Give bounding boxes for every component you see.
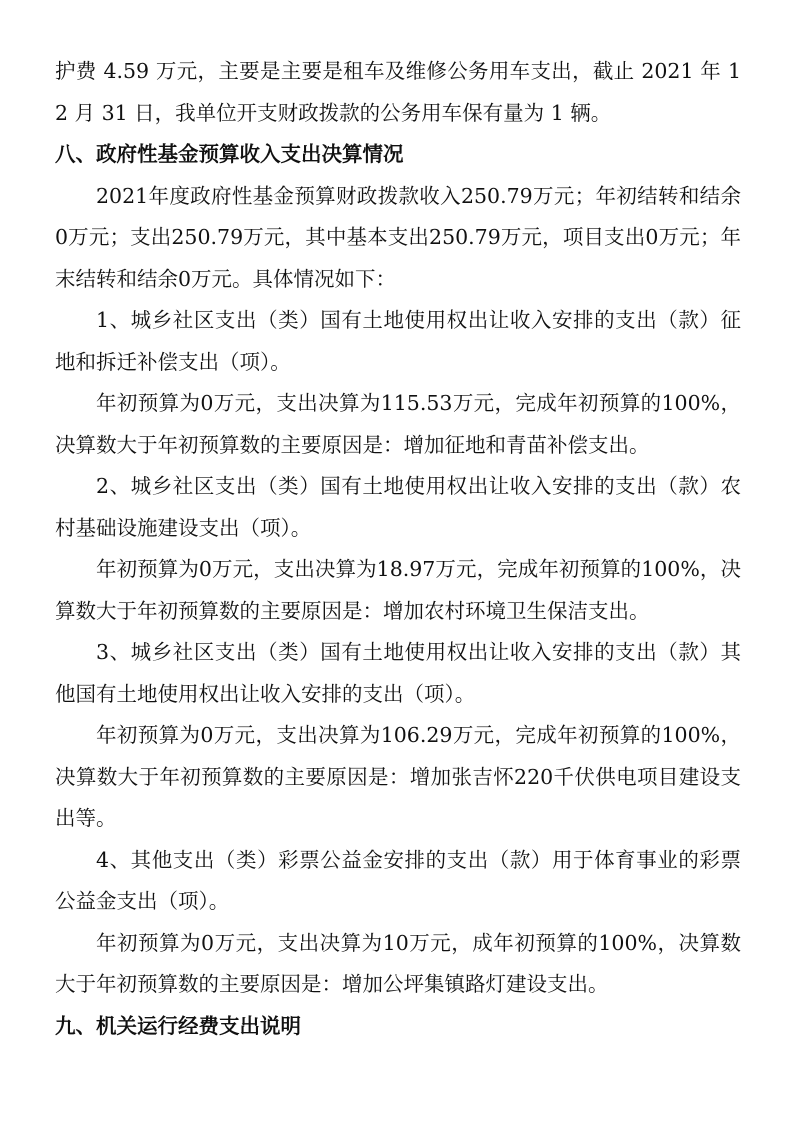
section-heading-government-fund: 八、政府性基金预算收入支出决算情况	[55, 142, 404, 166]
document-body	[55, 51, 741, 1047]
item-2-title: 2、城乡社区支出（类）国有土地使用权出让收入安排的支出（款）农村基础设施建设支出（项）。	[55, 474, 741, 540]
item-3-detail: 年初预算为0万元，支出决算为106.29万元，完成年初预算的100%，决算数大于年初预算数的主要原因是：增加张吉怀220千伏供电项目建设支出等。	[55, 723, 741, 830]
section-heading-operating-expenses: 九、机关运行经费支出说明	[55, 1013, 301, 1038]
paragraph-fund-summary: 2021年度政府性基金预算财政拨款收入250.79万元；年初结转和结余0万元；支出250.79万元，其中基本支出250.79万元，项目支出0万元；年末结转和结余0万元。具体情况如下：	[55, 183, 741, 291]
item-3-title: 3、城乡社区支出（类）国有土地使用权出让收入安排的支出（款）其他国有土地使用权出让收入安排的支出（项）。	[55, 640, 741, 706]
item-4-title: 4、其他支出（类）彩票公益金安排的支出（款）用于体育事业的彩票公益金支出（项）。	[55, 847, 741, 913]
paragraph-vehicle-maintenance: 护费 4.59 万元，主要是主要是租车及维修公务用车支出，截止 2021 年 12 月 31 日，我单位开支财政拨款的公务用车保有量为 1 辆。	[55, 59, 741, 125]
item-4-detail: 年初预算为0万元，支出决算为10万元，成年初预算的100%，决算数大于年初预算数的主要原因是：增加公坪集镇路灯建设支出。	[55, 930, 741, 996]
item-1-detail: 年初预算为0万元，支出决算为115.53万元，完成年初预算的100%，决算数大于年初预算数的主要原因是：增加征地和青苗补偿支出。	[55, 391, 741, 457]
item-2-detail: 年初预算为0万元，支出决算为18.97万元，完成年初预算的100%，决算数大于年初预算数的主要原因是：增加农村环境卫生保洁支出。	[55, 557, 741, 623]
item-1-title: 1、城乡社区支出（类）国有土地使用权出让收入安排的支出（款）征地和拆迁补偿支出（项）。	[55, 308, 741, 374]
